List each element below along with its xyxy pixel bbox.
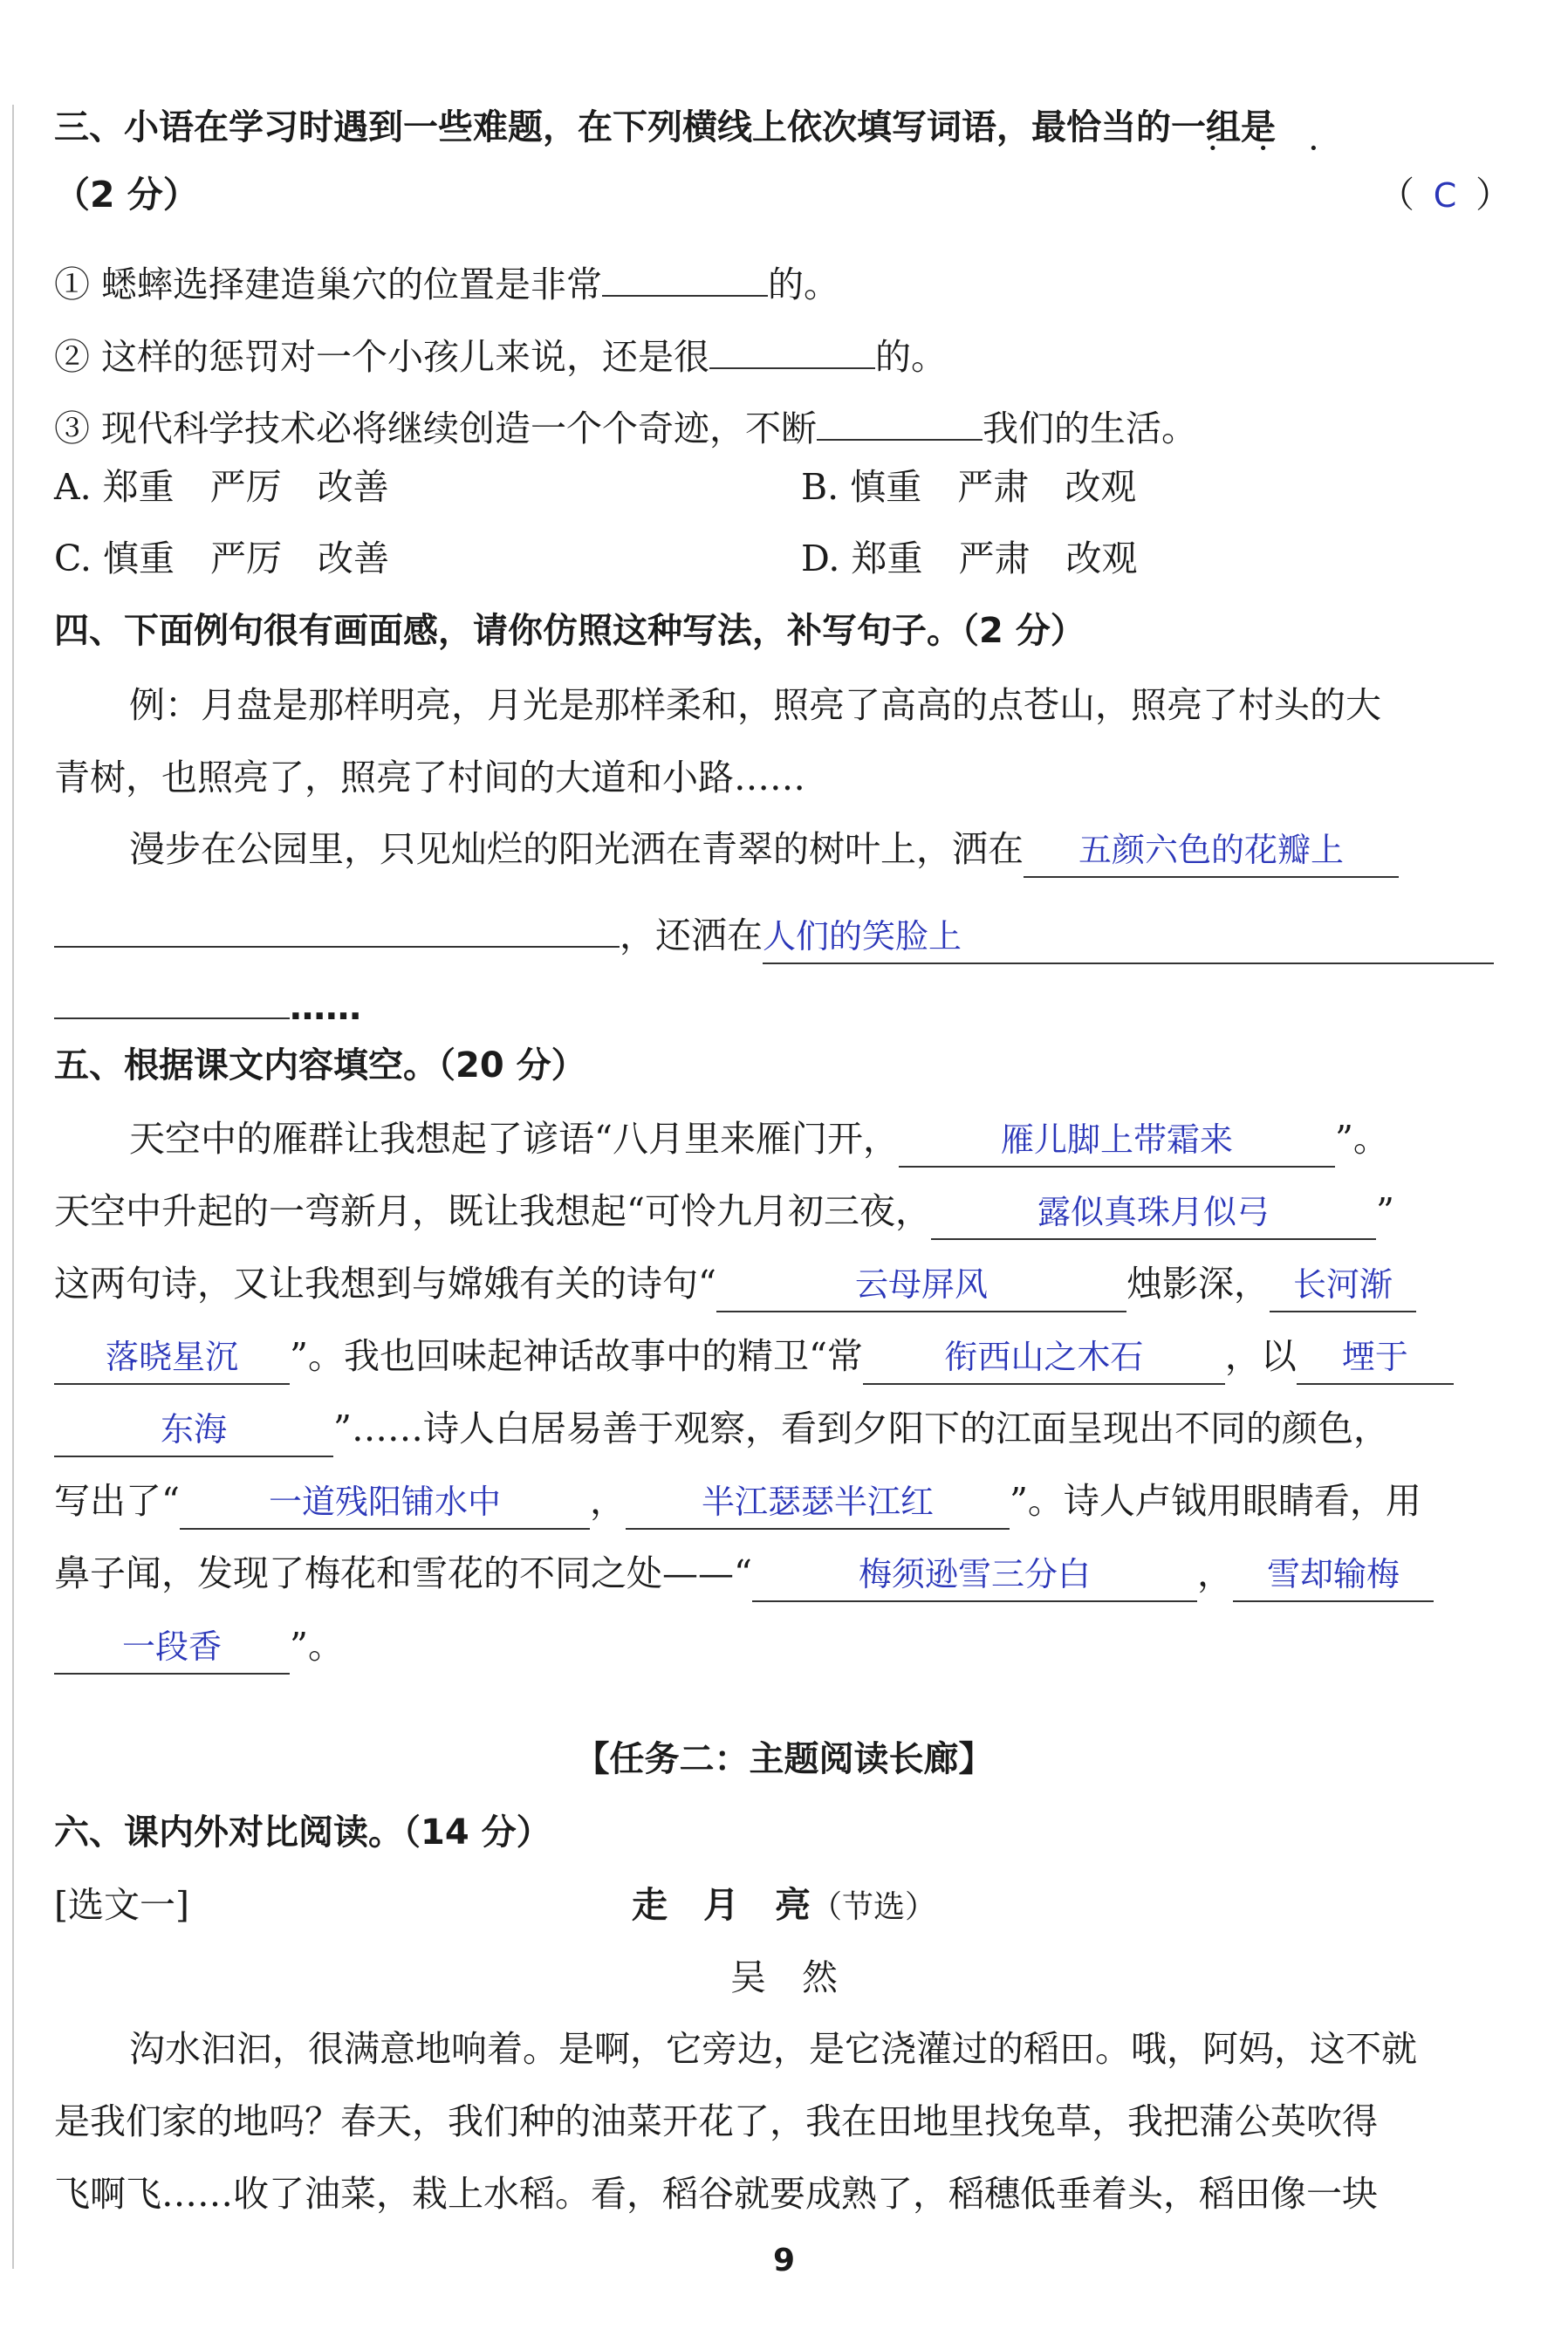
q5-answer-5: 衔西山之木石 [944,1338,1144,1376]
q4-example-line-2: 青树，也照亮了，照亮了村间的大道和小路…… [54,757,805,798]
q4-answer-1: 五颜六色的花瓣上 [1078,831,1344,869]
q6-passage-tag: [选文一] [54,1884,189,1926]
sentence-2-text: ② 这样的惩罚对一个小孩儿来说，还是很 [54,336,710,378]
q5-answer-10b: 一段香 [121,1627,222,1666]
q4-task-line-3 [54,969,361,1031]
q5-line-3 [54,1259,1416,1312]
q5-answer-3: 云母屏风 [854,1265,988,1304]
q6-passage-line-3: 飞啊飞……收了油菜，栽上水稻。看，稻谷就要成熟了，稻穗低垂着头，稻田像一块 [54,2173,1378,2215]
option-d: D. 郑重 严肃 改观 [801,538,1138,579]
q3-heading: 三、小语在学习时遇到一些难题，在下列横线上依次填写词语，最恰当的一组是 [54,107,1276,147]
q6-heading: 六、课内外对比阅读。（14 分） [54,1812,551,1853]
option-a: A. 郑重 严厉 改善 [54,466,389,508]
q5-text-7: 鼻子闻，发现了梅花和雪花的不同之处——“ [54,1552,752,1594]
q4-task-line-2 [54,897,1494,964]
q5-blank-6-continued[interactable] [54,1407,333,1457]
q4-task-text: 漫步在公园里，只见灿烂的阳光洒在青翠的树叶上，洒在 [129,828,1024,870]
q5-blank-10-continued[interactable] [54,1624,290,1675]
q4-answer-2: 人们的笑脸上 [763,917,962,956]
q5-text-3: 这两句诗，又让我想到与嫦娥有关的诗句“ [54,1263,716,1305]
answer-close-paren: ） [1476,174,1511,216]
q5-line-6 [54,1476,1421,1530]
option-c: C. 慎重 严厉 改善 [54,538,389,579]
q5-text-2-end: ” [1375,1190,1394,1232]
blank-1[interactable] [602,246,768,297]
q6-author: 吴 然 [730,1956,838,1998]
q6-title-note: （节选） [810,1889,936,1925]
answer-open-paren: （ [1379,174,1414,216]
q5-blank-5[interactable] [863,1334,1225,1385]
q5-answer-4a: 长河渐 [1292,1265,1393,1304]
q5-text-6: 写出了“ [54,1480,180,1522]
q5-answer-8: 半江瑟瑟半江红 [701,1483,934,1521]
q5-blank-4[interactable] [1270,1262,1416,1312]
q5-line-8 [54,1621,344,1675]
q5-text-7-mid: ， [1196,1552,1233,1594]
q5-blank-10[interactable] [1233,1552,1434,1602]
left-margin-rule [12,105,14,2269]
q5-text-5: ”……诗人白居易善于观察，看到夕阳下的江面呈现出不同的颜色， [333,1408,1389,1449]
q5-blank-2[interactable] [931,1189,1376,1240]
q5-text-4: ”。我也回味起神话故事中的精卫“常 [290,1335,863,1377]
q3-sentence-1 [54,246,839,309]
q5-text-2: 天空中升起的一弯新月，既让我想起“可怜九月初三夜， [54,1190,931,1232]
q5-text-1: 天空中的雁群让我想起了谚语“八月里来雁门开， [129,1118,899,1160]
q5-line-2 [54,1187,1394,1240]
q5-answer-2: 露似真珠月似弓 [1037,1193,1270,1231]
sentence-1-end: 的。 [768,264,840,305]
sentence-3-text: ③ 现代科学技术必将继续创造一个个奇迹，不断 [54,408,818,449]
q5-line-5 [54,1404,1389,1457]
q5-text-8-end: ”。 [290,1625,344,1667]
q5-blank-9[interactable] [752,1552,1197,1602]
q5-text-6-mid: ， [589,1480,626,1522]
sentence-2-end: 的。 [875,336,948,378]
q5-blank-8[interactable] [626,1479,1010,1530]
q5-heading: 五、根据课文内容填空。（20 分） [54,1045,586,1086]
q5-answer-4b: 落晓星沉 [105,1338,238,1376]
q4-blank-1[interactable] [1024,827,1399,878]
q5-blank-7[interactable] [180,1479,590,1530]
q4-task-mid: ，还洒在 [620,915,763,956]
q6-passage-title: 走 月 亮 [631,1884,811,1926]
q3-score: （2 分） [54,174,199,216]
q4-blank-2[interactable] [763,914,1494,964]
sentence-1-text: ① 蟋蟀选择建造巢穴的位置是非常 [54,264,603,305]
q5-blank-1[interactable] [899,1117,1335,1168]
sentence-3-end: 我们的生活。 [983,408,1198,449]
q4-example-line-1: 例：月盘是那样明亮，月光是那样柔和，照亮了高高的点苍山，照亮了村头的大 [129,684,1381,726]
q6-passage-line-1: 沟水汩汩，很满意地响着。是啊，它旁边，是它浇灌过的稻田。哦，阿妈，这不就 [129,2028,1417,2070]
q5-text-6-end: ”。诗人卢钺用眼睛看，用 [1009,1480,1421,1522]
q3-answer-box [1379,170,1511,220]
q4-ellipsis: …… [290,986,361,1028]
q5-answer-10a: 雪却输梅 [1266,1555,1400,1593]
q5-line-1 [129,1114,1389,1168]
q6-passage-line-2: 是我们家的地吗？春天，我们种的油菜开花了，我在田地里找兔草，我把蒲公英吹得 [54,2100,1378,2142]
q5-line-4 [54,1332,1454,1385]
q3-sentence-2 [54,319,947,381]
q6-passage-title-row [0,1881,1568,1932]
q4-heading: 四、下面例句很有画面感，请你仿照这种写法，补写句子。（2 分） [54,611,1085,651]
q5-blank-4-continued[interactable] [54,1334,290,1385]
q5-answer-6a: 堙于 [1341,1338,1408,1376]
q5-text-1-end: ”。 [1334,1118,1389,1160]
q3-sentence-3 [54,390,1197,453]
q3-answer: C [1433,176,1457,215]
q4-task-line-1 [129,825,1399,878]
blank-2[interactable] [709,319,875,369]
q4-blank-1-continued[interactable] [54,897,620,948]
q5-answer-1: 雁儿脚上带霜来 [1000,1120,1233,1159]
q4-blank-2-continued[interactable] [54,969,290,1019]
option-b: B. 慎重 严肃 改观 [801,466,1137,508]
blank-3[interactable] [817,390,983,441]
q5-text-4-mid: ，以 [1224,1335,1297,1377]
q5-blank-6[interactable] [1297,1334,1454,1385]
page-number: 9 [772,2243,796,2278]
q5-line-7 [54,1549,1434,1602]
task-2-title: 【任务二：主题阅读长廊】 [574,1739,994,1779]
q5-answer-9: 梅须逊雪三分白 [858,1555,1091,1593]
q5-answer-6b: 东海 [160,1410,227,1449]
q5-answer-7: 一道残阳铺水中 [268,1483,501,1521]
q5-blank-3[interactable] [716,1262,1126,1312]
q5-text-3-mid: 烛影深， [1126,1263,1270,1305]
emphasis-marks: ··· [1209,134,1360,162]
